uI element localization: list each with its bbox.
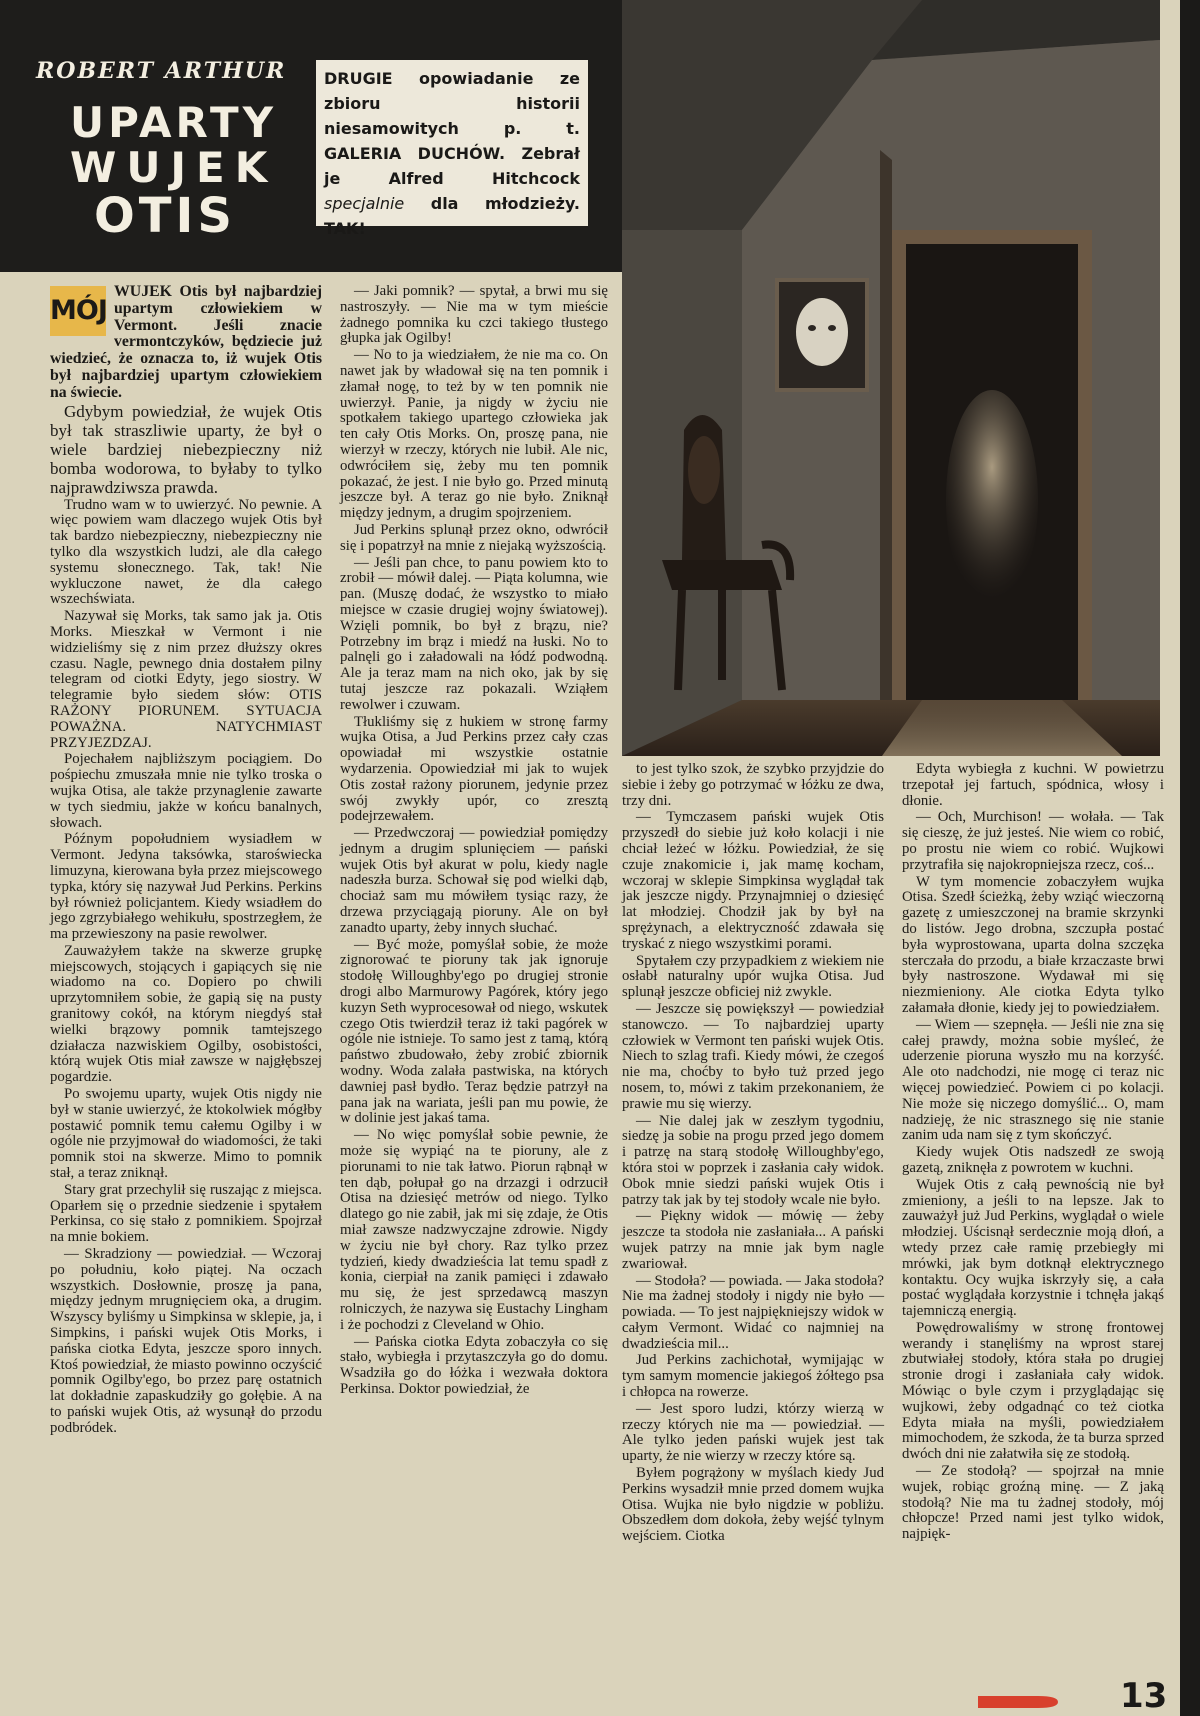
paragraph: Byłem pogrążony w myślach kiedy Jud Perkins wysadził mnie przed domem wujka Otisa. Wujka nie było nigdzie w pobliżu. Obszedłem dom dokoła, żeby wejść tylnym wejściem. Ciotka	[622, 1465, 884, 1545]
paragraph: — Nie dalej jak w zeszłym tygodniu, siedzę ja sobie na progu przed jego domem i patrzę na starą stodołę Willoughby'ego, która stoi w poprzek i zasłania cały widok. Obok mnie siedzi pański wujek Otis i patrzy tak jak by tej stodoły wcale nie było.	[622, 1112, 884, 1208]
text-column-2	[340, 284, 608, 1399]
paragraph: Trudno wam w to uwierzyć. No pewnie. A więc powiem wam dlaczego wujek Otis był tak bardzo niebezpieczny, niebezpieczny nie tylko dla wszystkich ludzi, ale dla całego systemu słonecznego. Tak, tak! Nie wykluczone nawet, że dla całego wszechświata.	[50, 496, 322, 608]
title-line-2: WUJEK	[70, 143, 278, 193]
paragraph: W tym momencie zobaczyłem wujka Otisa. Szedł ścieżką, żeby wziąć wieczorną gazetę z umieszczonej na bramie skrzynki do listów. Jego drobna, szczupła postać była wyprostowana, uparta dolna szczęka sterczała do przodu, a białe krzaczaste brwi były nastroszone. Wydawał mi się niezmieniony. Ale ciotka Edyta tylko załamała dłonie, kiedy jej to powiedziałem.	[902, 873, 1164, 1016]
lead-text: WUJEK Otis był najbardziej upartym człowiekiem w Vermont. Jeśli znacie vermontczyków, będziecie już wiedzieć, że oznacza to, iż wujek Otis był najbardziej upartym człowiekiem na świecie.	[50, 283, 322, 401]
title-line-3: OTIS	[94, 187, 236, 244]
paragraph: — Skradziony — powiedział. — Wczoraj po południu, koło piątej. Na oczach wszystkich. Dosłownie, proszę ja pana, między jednym mrugnięciem oka, a drugim. Wszyscy byliśmy u Simpkinsa w sklepie, ja, i Simpkins, i pański wujek Otis Morks, i pańska ciotka Edyta, jeszcze sporo innych. Ktoś powiedział, że miasto powinno oczyścić pomnik Ogilby'ego, bo przez parę ostatnich lat dokładnie zapaskudziły go gołębie. A na to pański wujek Otis, aż wysunął do przodu podbródek.	[50, 1246, 322, 1436]
intro-box	[316, 60, 588, 238]
paragraph: — Tymczasem pański wujek Otis przyszedł do siebie już koło kolacji i nie chciał leżeć w łóżku. Powiedział, że się czuje znakomicie i, jak mamę kocham, wczoraj w sklepie Simpkinsa wyglądał tak jak jeszcze nigdy. Przynajmniej o dziesięć lat młodziej. Chodził jak by był na sprężynach, a elektryczność zdawała się tryskać z niego wszystkimi porami.	[622, 809, 884, 952]
paragraph: Pojechałem najbliższym pociągiem. Do pośpiechu zmuszała mnie nie tylko troska o wujka Otisa, ale także przynaglenie zawarte w tych siedmiu, jakże w końcu banalnych, słowach.	[50, 751, 322, 831]
header-band	[0, 0, 622, 272]
title-line-1: UPARTY	[70, 98, 278, 147]
story-illustration	[622, 0, 1160, 756]
page-edge	[1180, 0, 1200, 1716]
paragraph: Wujek Otis z całą pewnością nie był zmieniony, a jeśli to na lepsze. Jak to zauważył już Jud Perkins, wyglądał o wiele młodziej. Uścisnął serdecznie moją dłoń, a wtedy przez całe ramię przebiegły mi mrówki, jak bym dotknął elektrycznego kontaktu. Ocy wujka iskrzyły się, a cała postać wyglądała korzystnie i tchnęła jakąś tajemniczą energią.	[902, 1176, 1164, 1320]
text-column-4	[902, 762, 1164, 1544]
paragraph: — Jaki pomnik? — spytał, a brwi mu się nastroszyły. — Nie ma w tym mieście żadnego pomnika ku czci takiego tłustego głupka jak Ogilby!	[340, 283, 608, 347]
paragraph: — Ze stodołą? — spojrzał na mnie wujek, robiąc groźną minę. — Z jaką stodołą? Nie ma tu żadnej stodoły, mój chłopcze! Przed nami jest tylko widok, najpięk-	[902, 1463, 1164, 1543]
paragraph: Tłukliśmy się z hukiem w stronę farmy wujka Otisa, a Jud Perkins przez cały czas opowiadał mi wszystkie ostatnie wydarzenia. Opowiedział mi jak to wujek Otis został rażony piorunem, jedynie przez swój zwykły upór, co zresztą podejrzewałem.	[340, 713, 608, 825]
paragraph: Spytałem czy przypadkiem z wiekiem nie osłabł naturalny upór wujka Otisa. Jud splunął jeszcze obficiej niż zwykle.	[622, 952, 884, 1001]
paragraph: — Piękny widok — mówię — żeby jeszcze ta stodoła nie zasłaniała... A pański wujek patrzy na mnie jak bym nagle zwariował.	[622, 1208, 884, 1272]
story-title	[70, 98, 278, 244]
portrait-face	[796, 298, 848, 366]
intro-text-2: dla młodzieży. TAK!	[324, 194, 580, 238]
paragraph: Powędrowaliśmy w stronę frontowej werandy i stanęliśmy na wprost starej zbutwiałej stodoły, która stała po drugiej stronie drogi i zasłaniała cały widok. Mówiąc o byle czym i przyglądając się wujkowi, żeby odgadnąć co też ciotka Edyta miała na myśli, powiedziałem mimochodem, że szkoda, że ta burza sprzed dwóch dni nie załatwiła się ze stodołą.	[902, 1319, 1164, 1463]
paragraph: Kiedy wujek Otis nadszedł ze swoją gazetą, zniknęła z powrotem w kuchni.	[902, 1144, 1164, 1176]
paragraph: to jest tylko szok, że szybko przyjdzie do siebie i żeby go potrzymać w łóżku ze dwa, trzy dni.	[622, 761, 884, 809]
paragraph: Po swojemu uparty, wujek Otis nigdy nie był w stanie uwierzyć, że ktokolwiek mógłby postawić pomnik temu całemu Ogilby i w ogóle nie przyjmował do wiadomości, że taki pomnik stoi na skwerze. Mimo to pomnik stał, a teraz zniknął.	[50, 1086, 322, 1182]
ghost-figure	[946, 390, 1038, 610]
intro-text-emphasis: specjalnie	[324, 194, 405, 213]
text-column-3	[622, 762, 884, 1546]
open-door	[880, 150, 892, 700]
paragraph: — Być może, pomyślał sobie, że może zignorować te pioruny tak jak ignoruje stodołę Willoughby'ego po drugiej stronie drogi albo Marmurowy Pagórek, który jego kuzyn Seth wyprocesował od niego, wskutek czego Otis twierdził teraz iż taki pagórek w ogóle nie istnieje. To samo jest z tamą, którą państwo zbudowało, żeby zrobić zbiornik wodny. Woda zalała pastwiska, na których dawniej pasł bydło. Teraz będzie patrzył na pana jak na wariata, jeśli pan mu powie, że w dolinie jest jakaś tama.	[340, 936, 608, 1127]
paragraph: — No to ja wiedziałem, że nie ma co. On nawet jak by władował się na ten pomnik i złamał nogę, to też by w ten pomnik nie uwierzył. Panie, ja nigdy w życiu nie spotkałem takiego upartego człowieka jak ten cały Otis Morks. On, proszę pana, nie wierzył w rzeczy, których nie lubił. Ale nic, odwróciłem się, żeby mu ten pomnik pokazać, że jest. I nie było go. Przed minutą jeszcze był. A teraz go nie było. Zniknął między jednym, a drugim spojrzeniem.	[340, 347, 608, 522]
paragraph: — Pańska ciotka Edyta zobaczyła co się stało, wybiegła i przytaszczyła go do domu. Wsadziła go do łóżka i wezwała doktora Perkinsa. Doktor powiedział, że	[340, 1333, 608, 1397]
paragraph: — Przedwczoraj — powiedział pomiędzy jednym a drugim splunięciem — pański wujek Otis był akurat w polu, kiedy nagle nadeszła burza. Schował się pod wielki dąb, chociaż sam mu mówiłem tysiąc razy, że drzewa przyciągają pioruny. Ale on był zanadto uparty, żeby innych słuchać.	[340, 825, 608, 936]
paragraph: — Jest sporo ludzi, którzy wierzą w rzeczy których nie ma — powiedział. — Ale tylko jeden pański wujek jest tak uparty, że nie wierzy w rzeczy które są.	[622, 1400, 884, 1465]
author-name: ROBERT ARTHUR	[36, 58, 287, 84]
illustration-art	[622, 0, 1160, 756]
paragraph: — No więc pomyślał sobie pewnie, że może się wypiąć na te pioruny, ale z piorunami to nie tak łatwo. Piorun rąbnął w ten dąb, połupał go na drzazgi i odrzucił Otisa na dziesięć metrów od niego. Tylko dlatego go nie zabił, jak mi się zdaje, że Otis miał zawsze nadzwyczajne zdrowie. Nigdy w życiu nie był chory. Raz tylko przez tydzień, kiedy dwadzieścia lat temu spadł z konia, cierpiał na zanik pamięci i zdawało mu się, że jest sprzedawcą maszyn rolniczych, że nazywa się Eustachy Lingham i że pochodzi z Cleveland w Ohio.	[340, 1127, 608, 1333]
intro-text-1: DRUGIE opowiadanie ze zbioru historii niesamowitych p. t. GALERIA DUCHÓW. Zebrał je Alfred Hitchcock	[324, 69, 580, 188]
paragraph: — Jeśli pan chce, to panu powiem kto to zrobił — mówił dalej. — Piąta kolumna, wie pan. (Muszę dodać, że wszystko to miało miejsce w czasie drugiej wojny światowej). Wzięli pomnik, bo był z brązu, nie? Potrzebny im brąz i miedź na łuski. No to palnęli go i załadowali na łódź podwodną. Ale ja teraz mam na nich oko, jak by się tutaj jeszcze raz pokazali. Wziąłem rewolwer i czuwam.	[340, 554, 608, 713]
paragraph: Jud Perkins splunął przez okno, odwrócił się i popatrzył na mnie z niejaką wyższością.	[340, 521, 608, 554]
paragraph: Stary grat przechylił się ruszając z miejsca. Oparłem się o przednie siedzenie i spytałem Perkinsa, co się stało z pomnikiem. Spojrzał na mnie bokiem.	[50, 1181, 322, 1246]
paragraph: Późnym popołudniem wysiadłem w Vermont. Jedyna taksówka, staroświecka limuzyna, kierowana była przez miejscowego typka, który się nazywał Jud Perkins. Perkins był również policjantem. Kiedy wsiadłem do jego zgrzybiałego wehikułu, spostrzegłem, że ma przewieszony na pasie rewolwer.	[50, 831, 322, 943]
lead-paragraph	[50, 284, 322, 402]
paragraph: Nazywał się Morks, tak samo jak ja. Otis Morks. Mieszkał w Vermont i nie widzieliśmy się z nim przez dłuższy okres czasu. Nagle, pewnego dnia dostałem pilny telegram od ciotki Edyty, jego siostry. W telegramie było siedem słów: OTIS RAŻONY PIORUNEM. SYTUACJA POWAŻNA. NATYCHMIAST PRZYJEZDZAJ.	[50, 608, 322, 751]
paragraph: — Och, Murchison! — wołała. — Tak się cieszę, że już jesteś. Nie wiem co robić, po prostu nie wiem co robić. Wujkowi przytrafiła się najokropniejsza rzecz, coś...	[902, 809, 1164, 873]
page-number: 13	[1120, 1676, 1168, 1716]
paragraph: — Jeszcze się powiększył — powiedział stanowczo. — To najbardziej uparty człowiek w Vermont ten pański wujek Otis. Niech to szlag trafi. Kiedy mówi, że czegoś nie ma, choćby to było tuż przed jego nosem, to, mówi z takim przekonaniem, że prawie mu się wierzy.	[622, 1000, 884, 1112]
text-column-1	[50, 284, 322, 1438]
drop-cap: MÓJ	[50, 286, 106, 336]
paragraph: — Wiem — szepnęła. — Jeśli nie zna się całej prawdy, można sobie myśleć, że uderzenie pioruna wyszło mu na korzyść. Ale oto nadchodzi, nie mogę ci teraz nic więcej powiedzieć. Powiem ci po kolacji. Nie może się niczego domyślić... O, mam nadzieję, że nic strasznego się nie stanie zanim uda nam się z tym skończyć.	[902, 1016, 1164, 1144]
paragraph: Zauważyłem także na skwerze grupkę miejscowych, stojących i gapiących się nie wiadomo na co. Dopiero po chwili uprzytomniłem sobie, że gapią się na pusty granitowy cokół, na którym niegdyś stał wielki brązowy pomnik tamtejszego działacza nazwiskiem Ogilby, osobistości, którą wujek Otis miał zawsze w najgłębszej pogardzie.	[50, 942, 322, 1086]
paragraph: — Stodoła? — powiada. — Jaka stodoła? Nie ma żadnej stodoły i nigdy nie było — powiada. — To jest najpiękniejszy widok w całym Vermont. Widać co najmniej na dwadzieścia mil...	[622, 1272, 884, 1352]
paragraph: Jud Perkins zachichotał, wymijając w tym samym momencie jakiegoś żółtego psa i chłopca na rowerze.	[622, 1352, 884, 1401]
paragraph: Edyta wybiegła z kuchni. W powietrzu trzepotał jej fartuch, spódnica, włosy i dłonie.	[902, 761, 1164, 809]
pointing-hand-icon	[978, 1690, 1060, 1712]
paragraph: Gdybym powiedział, że wujek Otis był tak straszliwie uparty, że był o wiele bardziej niebezpieczny niż bomba wodorowa, to byłaby to tylko najprawdziwsza prawda.	[50, 401, 322, 497]
